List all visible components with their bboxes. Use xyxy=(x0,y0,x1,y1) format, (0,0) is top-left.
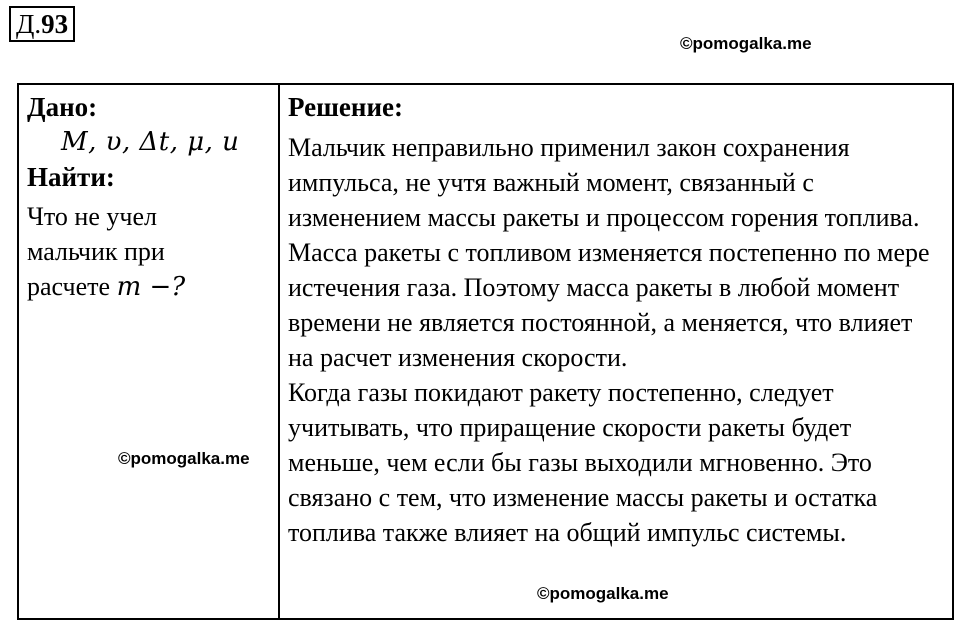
solution-heading: Решение: xyxy=(288,92,403,122)
problem-prefix: Д. xyxy=(16,9,42,39)
question-math: m −? xyxy=(116,272,186,302)
task-table xyxy=(17,83,954,620)
question-line: мальчик при xyxy=(27,237,165,266)
question-text: расчете xyxy=(27,272,117,301)
question-line: Что не учел xyxy=(27,202,157,231)
watermark-middle: ©pomogalka.me xyxy=(118,449,250,468)
solution-column xyxy=(279,84,953,619)
question-line xyxy=(27,269,270,305)
solution-paragraph-2: Когда газы покидают ракету постепенно, следует учитывать, что приращение скорости ракеты будет меньше, чем если бы газы выходили мгновенно. Это связано с тем, что изменение массы ракеты и остатка топлива также влияет на общий импульс системы. xyxy=(288,378,878,547)
find-heading: Найти: xyxy=(27,162,115,192)
problem-number-badge xyxy=(9,6,75,42)
watermark-bottom: ©pomogalka.me xyxy=(537,584,669,603)
find-question xyxy=(27,194,270,305)
given-column xyxy=(18,84,279,619)
watermark-top: ©pomogalka.me xyxy=(680,34,812,53)
solution-paragraph-1: Мальчик неправильно применил закон сохранения импульса, не учтя важный момент, связанный с изменением массы ракеты и процессом горения топлива. Масса ракеты с топливом изменяется постепенно по мере истечения газа. Поэтому масса ракеты в любой момент времени не является постоянной, а меняется, что влияет на расчет изменения скорости. xyxy=(288,133,930,372)
given-heading: Дано: xyxy=(27,92,98,122)
problem-number: 93 xyxy=(41,9,69,39)
given-variables: M, υ, Δt, μ, u xyxy=(61,127,240,157)
